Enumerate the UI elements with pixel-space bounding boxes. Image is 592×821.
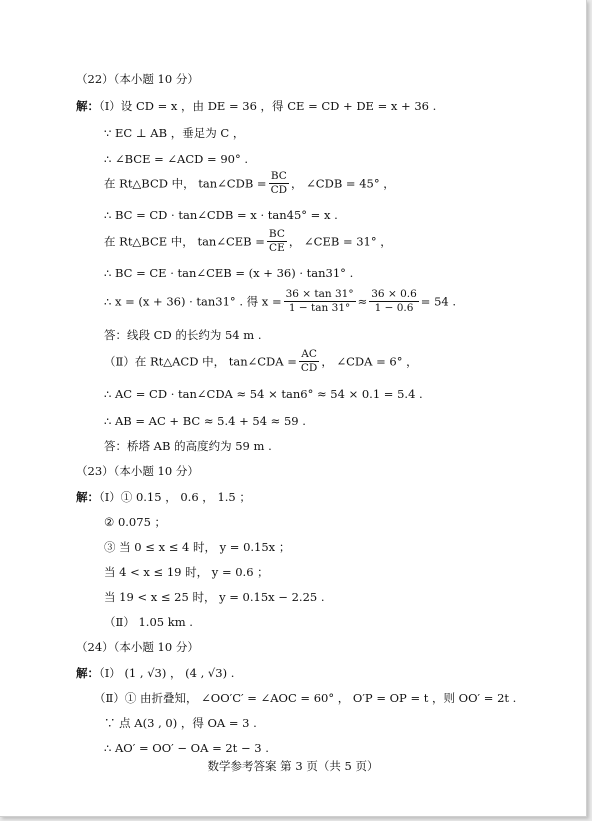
q22-line-5: ∴ BC = CD · tan∠CDB = x · tan45° = x .: [104, 208, 338, 222]
fraction-denominator: CE: [269, 242, 285, 254]
q22-line-10-pre: （Ⅱ）在 Rt△ACD 中， tan∠CDA =: [104, 354, 297, 369]
q22-line-10: [104, 348, 418, 375]
q22-line-6: [104, 228, 392, 255]
q22-fraction-ac-cd: [299, 348, 319, 375]
q22-line-8: [104, 288, 456, 315]
q22-line-8-post: = 54 .: [420, 294, 457, 309]
q22-fraction-bc-cd: [269, 170, 289, 197]
fraction-denominator: CD: [270, 184, 288, 196]
q22-line-6-pre: 在 Rt△BCE 中， tan∠CEB =: [104, 234, 265, 249]
q23-line-6: （Ⅱ） 1.05 km .: [104, 615, 193, 629]
q23-line-3: ③ 当 0 ≤ x ≤ 4 时， y = 0.15x ；: [104, 540, 291, 554]
fraction-denominator: CD: [300, 362, 318, 374]
fraction-numerator: BC: [269, 170, 289, 184]
q22-line-1-text: （Ⅰ）设 CD = x ，由 DE = 36 ，得 CE = CD + DE = x + 36 .: [99, 99, 437, 113]
q23-header: （23）（本小题 10 分）: [76, 464, 199, 478]
q24-line-2: （Ⅱ）① 由折叠知， ∠OO′C′ = ∠AOC = 60° ， O′P = OP = t ，则 OO′ = 2t .: [94, 691, 517, 705]
q24-line-3: ∵ 点 A(3 , 0) ，得 OA = 3 .: [104, 716, 257, 730]
fraction-denominator: 1 − 0.6: [374, 302, 414, 314]
q23-line-1-text: （Ⅰ）① 0.15 ， 0.6 ， 1.5 ；: [99, 490, 251, 504]
q22-line-10-post: ， ∠CDA = 6° ，: [321, 354, 418, 369]
fraction-numerator: 36 × tan 31°: [285, 288, 354, 300]
q22-line-12: ∴ AB = AC + BC ≈ 5.4 + 54 ≈ 59 .: [104, 414, 306, 428]
q22-line-7: ∴ BC = CE · tan∠CEB = (x + 36) · tan31° .: [104, 266, 354, 280]
q23-line-2: ② 0.075 ；: [104, 515, 167, 529]
q24-line-1-text: （Ⅰ） (1 , √3) ， (4 , √3) .: [99, 666, 235, 680]
q22-line-3: ∴ ∠BCE = ∠ACD = 90° .: [104, 152, 249, 166]
q22-fraction-numeric: [369, 288, 419, 315]
q24-header: （24）（本小题 10 分）: [76, 640, 199, 654]
q22-line-8-pre: ∴ x = (x + 36) · tan31° . 得 x =: [104, 294, 282, 309]
q24-line-1: [76, 666, 234, 680]
fraction-numerator: AC: [299, 348, 319, 362]
fraction-numerator: 36 × 0.6: [371, 288, 417, 300]
q22-line-1: [76, 99, 436, 113]
fraction-denominator: 1 − tan 31°: [288, 302, 351, 314]
q22-line-9: 答：线段 CD 的长约为 54 m .: [104, 328, 262, 342]
q22-line-13: 答：桥塔 AB 的高度约为 59 m .: [104, 439, 272, 453]
q22-line-4: [104, 170, 395, 197]
q22-fraction-bc-ce: [267, 228, 287, 255]
solution-label: 解：: [76, 99, 99, 113]
q23-line-1: [76, 490, 251, 504]
q23-line-5: 当 19 < x ≤ 25 时， y = 0.15x − 2.25 .: [104, 590, 325, 604]
q22-line-4-pre: 在 Rt△BCD 中， tan∠CDB =: [104, 176, 267, 191]
fraction-numerator: BC: [268, 228, 285, 240]
q22-approx-sign: ≈: [357, 294, 368, 309]
solution-label: 解：: [76, 490, 99, 504]
q22-fraction-tan: [284, 288, 356, 315]
q22-line-4-post: ， ∠CDB = 45° ，: [291, 176, 395, 191]
solution-label: 解：: [76, 666, 99, 680]
q23-line-4: 当 4 < x ≤ 19 时， y = 0.6 ；: [104, 565, 269, 579]
q22-line-2: ∵ EC ⊥ AB ，垂足为 C ，: [104, 126, 245, 140]
page-footer: 数学参考答案 第 3 页（共 5 页）: [207, 759, 379, 773]
q22-header: （22）（本小题 10 分）: [76, 72, 199, 86]
q24-line-4: ∴ AO′ = OO′ − OA = 2t − 3 .: [104, 741, 269, 755]
q22-line-11: ∴ AC = CD · tan∠CDA ≈ 54 × tan6° ≈ 54 × 0.1 = 5.4 .: [104, 387, 423, 401]
q22-line-6-post: ， ∠CEB = 31° ，: [288, 234, 392, 249]
